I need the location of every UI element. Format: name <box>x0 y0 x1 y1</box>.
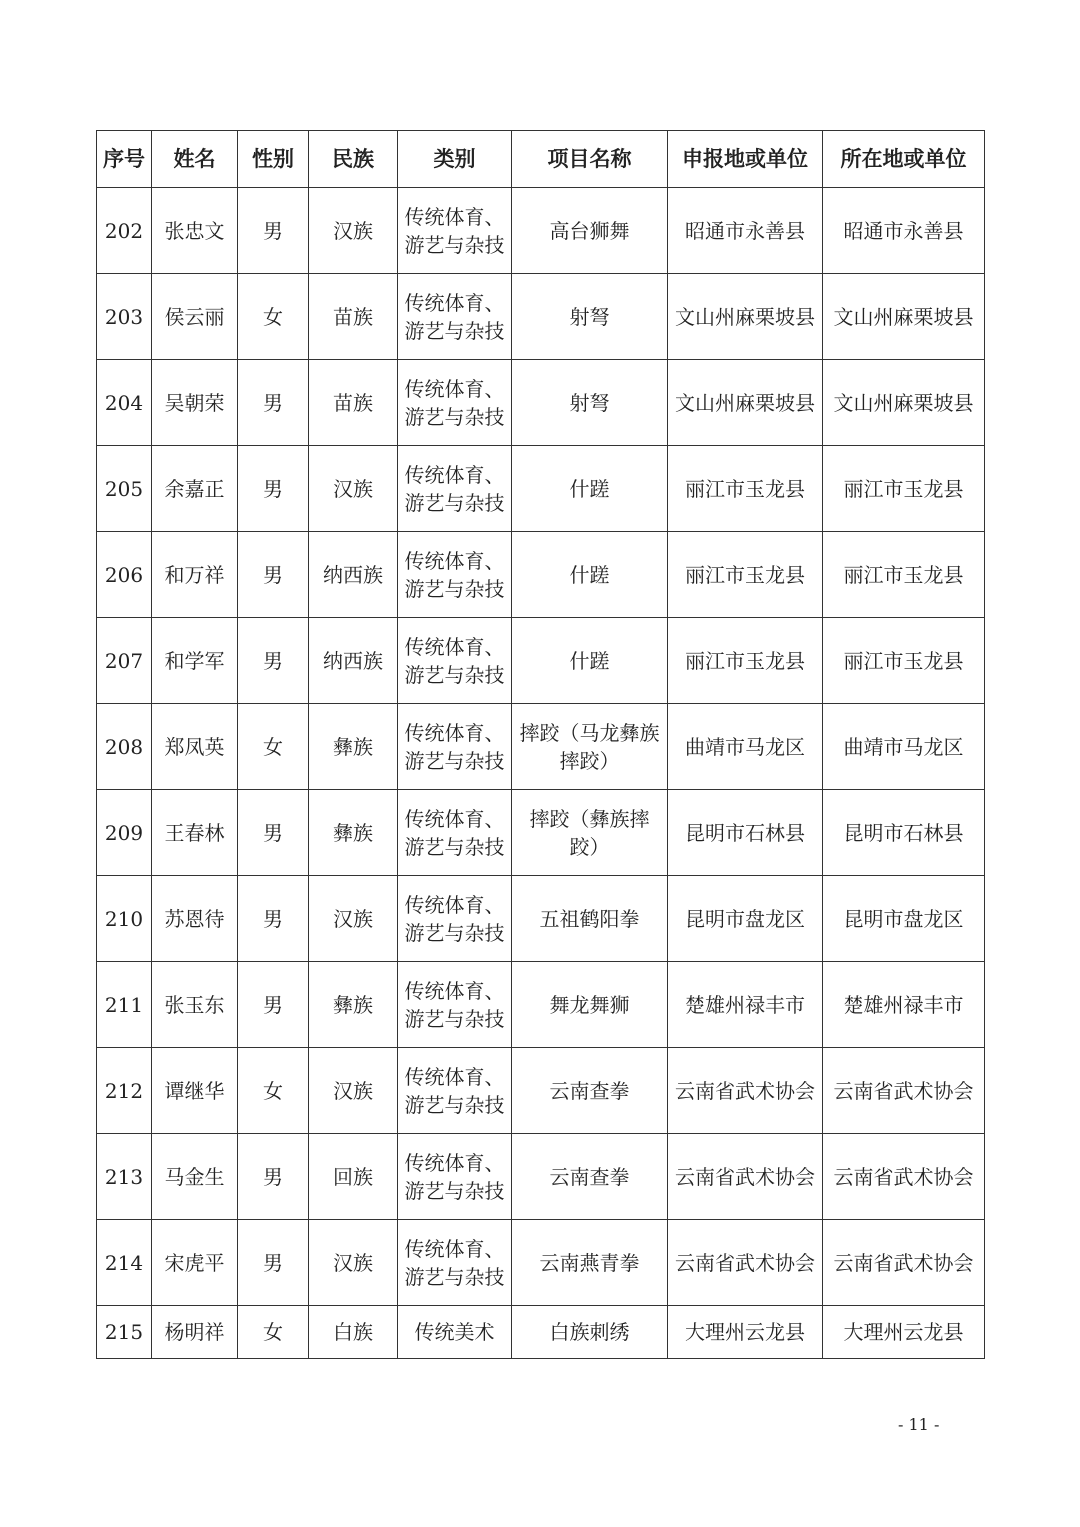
cell-gender: 男 <box>238 618 309 704</box>
cell-index: 207 <box>97 618 152 704</box>
table-row <box>97 1306 985 1359</box>
header-project-name: 项目名称 <box>512 131 668 188</box>
cell-declaring-unit: 丽江市玉龙县 <box>668 446 823 532</box>
cell-location-unit: 丽江市玉龙县 <box>823 446 985 532</box>
cell-index: 208 <box>97 704 152 790</box>
cell-project-name: 高台狮舞 <box>512 188 668 274</box>
cell-gender: 男 <box>238 360 309 446</box>
cell-name: 张玉东 <box>152 962 238 1048</box>
cell-ethnicity: 苗族 <box>309 274 398 360</box>
cell-ethnicity: 彝族 <box>309 962 398 1048</box>
cell-category: 传统体育、游艺与杂技 <box>398 1134 512 1220</box>
cell-project-name: 射弩 <box>512 360 668 446</box>
table-row <box>97 790 985 876</box>
cell-ethnicity: 汉族 <box>309 876 398 962</box>
cell-location-unit: 楚雄州禄丰市 <box>823 962 985 1048</box>
cell-project-name: 什蹉 <box>512 618 668 704</box>
cell-index: 205 <box>97 446 152 532</box>
cell-ethnicity: 彝族 <box>309 704 398 790</box>
cell-declaring-unit: 曲靖市马龙区 <box>668 704 823 790</box>
cell-declaring-unit: 云南省武术协会 <box>668 1134 823 1220</box>
cell-gender: 女 <box>238 1306 309 1359</box>
table-row <box>97 876 985 962</box>
cell-project-name: 射弩 <box>512 274 668 360</box>
cell-gender: 男 <box>238 1134 309 1220</box>
cell-category: 传统体育、游艺与杂技 <box>398 618 512 704</box>
cell-location-unit: 丽江市玉龙县 <box>823 618 985 704</box>
cell-declaring-unit: 文山州麻栗坡县 <box>668 360 823 446</box>
cell-ethnicity: 苗族 <box>309 360 398 446</box>
cell-category: 传统体育、游艺与杂技 <box>398 446 512 532</box>
cell-declaring-unit: 楚雄州禄丰市 <box>668 962 823 1048</box>
cell-category: 传统体育、游艺与杂技 <box>398 1220 512 1306</box>
cell-ethnicity: 彝族 <box>309 790 398 876</box>
cell-name: 王春林 <box>152 790 238 876</box>
header-category: 类别 <box>398 131 512 188</box>
cell-category: 传统体育、游艺与杂技 <box>398 360 512 446</box>
cell-location-unit: 文山州麻栗坡县 <box>823 360 985 446</box>
cell-name: 吴朝荣 <box>152 360 238 446</box>
cell-ethnicity: 汉族 <box>309 1220 398 1306</box>
cell-gender: 女 <box>238 274 309 360</box>
cell-project-name: 云南查拳 <box>512 1134 668 1220</box>
cell-declaring-unit: 昆明市石林县 <box>668 790 823 876</box>
table-row <box>97 274 985 360</box>
heritage-inheritors-table <box>96 130 985 1359</box>
table-row <box>97 618 985 704</box>
cell-location-unit: 昆明市盘龙区 <box>823 876 985 962</box>
header-declaring-unit: 申报地或单位 <box>668 131 823 188</box>
cell-project-name: 云南燕青拳 <box>512 1220 668 1306</box>
table-body <box>97 188 985 1359</box>
cell-project-name: 云南查拳 <box>512 1048 668 1134</box>
table-row <box>97 1134 985 1220</box>
cell-project-name: 什蹉 <box>512 532 668 618</box>
cell-name: 杨明祥 <box>152 1306 238 1359</box>
cell-index: 202 <box>97 188 152 274</box>
cell-project-name: 摔跤（马龙彝族摔跤） <box>512 704 668 790</box>
table-row <box>97 1220 985 1306</box>
cell-category: 传统美术 <box>398 1306 512 1359</box>
cell-category: 传统体育、游艺与杂技 <box>398 188 512 274</box>
cell-category: 传统体育、游艺与杂技 <box>398 274 512 360</box>
cell-gender: 男 <box>238 876 309 962</box>
table-row <box>97 360 985 446</box>
cell-category: 传统体育、游艺与杂技 <box>398 876 512 962</box>
cell-name: 余嘉正 <box>152 446 238 532</box>
header-ethnicity: 民族 <box>309 131 398 188</box>
cell-name: 张忠文 <box>152 188 238 274</box>
cell-declaring-unit: 丽江市玉龙县 <box>668 532 823 618</box>
cell-index: 209 <box>97 790 152 876</box>
cell-gender: 女 <box>238 704 309 790</box>
cell-declaring-unit: 云南省武术协会 <box>668 1048 823 1134</box>
table-row <box>97 1048 985 1134</box>
cell-ethnicity: 汉族 <box>309 446 398 532</box>
cell-category: 传统体育、游艺与杂技 <box>398 532 512 618</box>
cell-ethnicity: 汉族 <box>309 1048 398 1134</box>
cell-index: 213 <box>97 1134 152 1220</box>
cell-ethnicity: 汉族 <box>309 188 398 274</box>
cell-ethnicity: 白族 <box>309 1306 398 1359</box>
cell-location-unit: 昭通市永善县 <box>823 188 985 274</box>
cell-index: 211 <box>97 962 152 1048</box>
cell-category: 传统体育、游艺与杂技 <box>398 704 512 790</box>
table-row <box>97 704 985 790</box>
cell-category: 传统体育、游艺与杂技 <box>398 790 512 876</box>
cell-gender: 男 <box>238 188 309 274</box>
cell-location-unit: 云南省武术协会 <box>823 1048 985 1134</box>
cell-index: 215 <box>97 1306 152 1359</box>
header-index: 序号 <box>97 131 152 188</box>
cell-declaring-unit: 文山州麻栗坡县 <box>668 274 823 360</box>
cell-project-name: 摔跤（彝族摔跤） <box>512 790 668 876</box>
cell-gender: 男 <box>238 446 309 532</box>
cell-gender: 女 <box>238 1048 309 1134</box>
cell-location-unit: 曲靖市马龙区 <box>823 704 985 790</box>
cell-index: 210 <box>97 876 152 962</box>
cell-index: 212 <box>97 1048 152 1134</box>
cell-name: 宋虎平 <box>152 1220 238 1306</box>
cell-declaring-unit: 昆明市盘龙区 <box>668 876 823 962</box>
cell-name: 马金生 <box>152 1134 238 1220</box>
cell-project-name: 什蹉 <box>512 446 668 532</box>
cell-index: 214 <box>97 1220 152 1306</box>
table-row <box>97 446 985 532</box>
cell-name: 谭继华 <box>152 1048 238 1134</box>
header-name: 姓名 <box>152 131 238 188</box>
cell-declaring-unit: 大理州云龙县 <box>668 1306 823 1359</box>
cell-project-name: 舞龙舞狮 <box>512 962 668 1048</box>
cell-gender: 男 <box>238 1220 309 1306</box>
cell-index: 206 <box>97 532 152 618</box>
cell-location-unit: 丽江市玉龙县 <box>823 532 985 618</box>
cell-location-unit: 大理州云龙县 <box>823 1306 985 1359</box>
cell-declaring-unit: 云南省武术协会 <box>668 1220 823 1306</box>
cell-location-unit: 文山州麻栗坡县 <box>823 274 985 360</box>
header-gender: 性别 <box>238 131 309 188</box>
cell-declaring-unit: 丽江市玉龙县 <box>668 618 823 704</box>
cell-name: 侯云丽 <box>152 274 238 360</box>
cell-name: 和万祥 <box>152 532 238 618</box>
cell-location-unit: 云南省武术协会 <box>823 1220 985 1306</box>
table-row <box>97 188 985 274</box>
cell-index: 203 <box>97 274 152 360</box>
cell-name: 和学军 <box>152 618 238 704</box>
cell-index: 204 <box>97 360 152 446</box>
header-location-unit: 所在地或单位 <box>823 131 985 188</box>
cell-project-name: 五祖鹤阳拳 <box>512 876 668 962</box>
cell-name: 苏恩待 <box>152 876 238 962</box>
cell-ethnicity: 纳西族 <box>309 618 398 704</box>
cell-gender: 男 <box>238 962 309 1048</box>
table-header-row <box>97 131 985 188</box>
cell-gender: 男 <box>238 790 309 876</box>
cell-category: 传统体育、游艺与杂技 <box>398 962 512 1048</box>
table-row <box>97 962 985 1048</box>
page-number: - 11 - <box>898 1415 940 1434</box>
cell-name: 郑凤英 <box>152 704 238 790</box>
cell-category: 传统体育、游艺与杂技 <box>398 1048 512 1134</box>
cell-location-unit: 云南省武术协会 <box>823 1134 985 1220</box>
cell-gender: 男 <box>238 532 309 618</box>
table-row <box>97 532 985 618</box>
cell-project-name: 白族刺绣 <box>512 1306 668 1359</box>
cell-location-unit: 昆明市石林县 <box>823 790 985 876</box>
cell-ethnicity: 回族 <box>309 1134 398 1220</box>
cell-ethnicity: 纳西族 <box>309 532 398 618</box>
document-table-container <box>96 130 984 1359</box>
cell-declaring-unit: 昭通市永善县 <box>668 188 823 274</box>
